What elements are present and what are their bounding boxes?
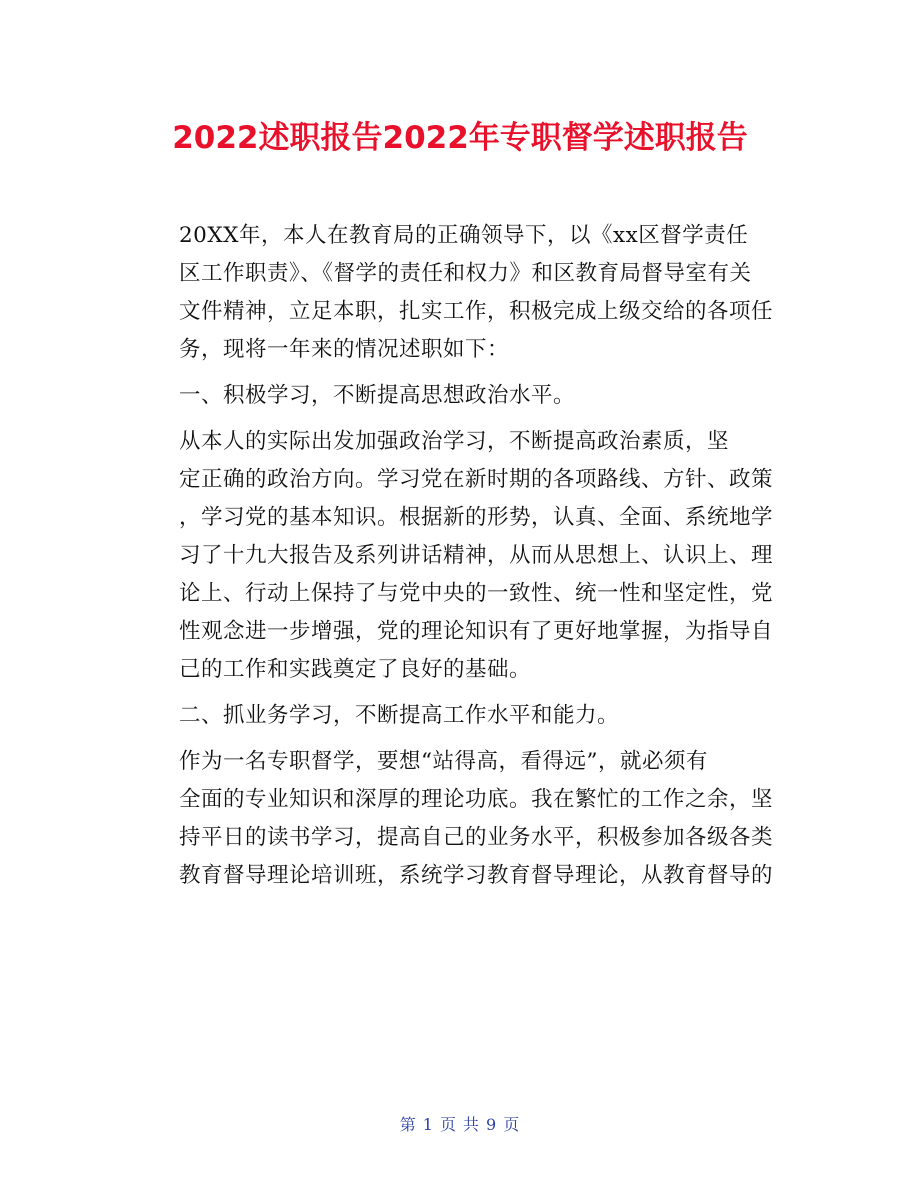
paragraph-professional-study: [136, 743, 786, 895]
text-line: 定正确的政治方向。学习党在新时期的各项路线、方针、政策: [179, 467, 774, 492]
text-line: 全面的专业知识和深厚的理论功底。我在繁忙的工作之余，坚: [179, 787, 774, 812]
text-line: 20XX年，本人在教育局的正确领导下，以《xx区督学责任: [179, 223, 749, 248]
text-line: 二、抓业务学习，不断提高工作水平和能力。: [179, 703, 620, 728]
footer-suffix: 页: [503, 1115, 521, 1134]
text-line: 一、积极学习，不断提高思想政治水平。: [179, 383, 576, 408]
document-body: [136, 217, 786, 895]
text-line: 习了十九大报告及系列讲话精神，从而从思想上、认识上、理: [179, 543, 774, 568]
text-line: 性观念进一步增强，党的理论知识有了更好地掌握，为指导自: [179, 619, 774, 644]
footer-total-pages: 9: [486, 1115, 498, 1134]
text-line: ，学习党的基本知识。根据新的形势，认真、全面、系统地学: [179, 505, 774, 530]
section-heading-2: [136, 697, 786, 735]
footer-current-page: 1: [422, 1115, 434, 1134]
text-line: 教育督导理论培训班，系统学习教育督导理论，从教育督导的: [179, 863, 774, 888]
paragraph-intro: [136, 217, 786, 369]
text-line: 作为一名专职督学，要想“站得高，看得远”，就必须有: [179, 749, 708, 774]
paragraph-political-study: [136, 423, 786, 689]
text-line: 务，现将一年来的情况述职如下：: [179, 337, 510, 362]
text-line: 持平日的读书学习，提高自己的业务水平，积极参加各级各类: [179, 825, 774, 850]
section-heading-1: [136, 377, 786, 415]
page-footer: [0, 1112, 920, 1135]
text-line: 论上、行动上保持了与党中央的一致性、统一性和坚定性，党: [179, 581, 774, 606]
text-line: 文件精神，立足本职，扎实工作，积极完成上级交给的各项任: [179, 299, 774, 324]
document-title: 2022述职报告2022年专职督学述职报告: [172, 120, 748, 156]
text-line: 区工作职责》、《督学的责任和权力》和区教育局督导室有关: [179, 261, 752, 286]
footer-prefix: 第: [399, 1115, 417, 1134]
text-line: 从本人的实际出发加强政治学习，不断提高政治素质，坚: [179, 429, 730, 454]
footer-middle: 页 共: [439, 1115, 481, 1134]
text-line: 己的工作和实践奠定了良好的基础。: [179, 657, 532, 682]
